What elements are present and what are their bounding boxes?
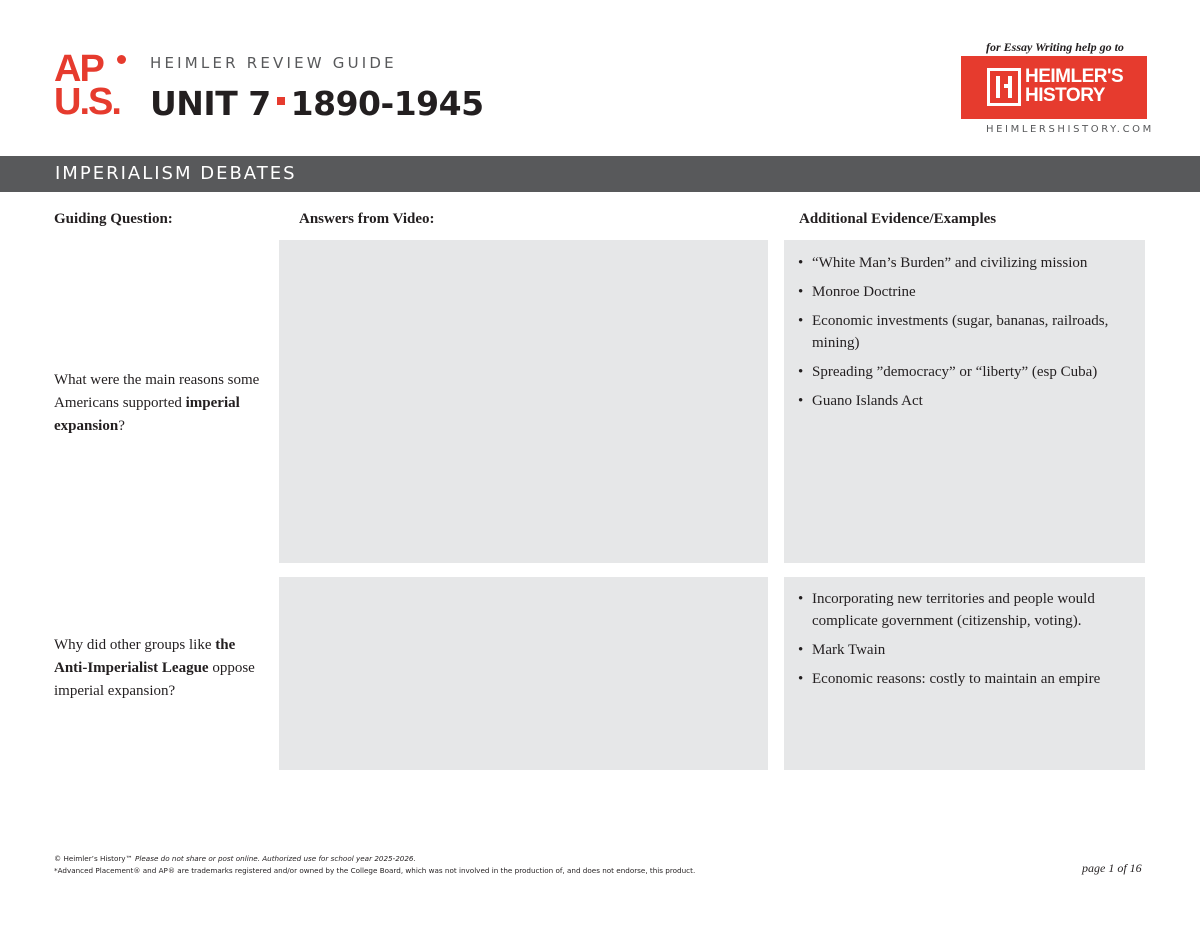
unit-separator-icon xyxy=(277,97,285,105)
evidence-heading: Additional Evidence/Examples xyxy=(799,211,997,227)
guiding-question xyxy=(54,634,269,703)
evidence-list xyxy=(798,588,1133,697)
answer-box[interactable] xyxy=(279,240,768,563)
evidence-box xyxy=(784,240,1145,563)
answer-box[interactable] xyxy=(279,577,768,770)
brand-line1: HEIMLER'S xyxy=(1025,66,1124,87)
list-item: • Monroe Doctrine xyxy=(798,281,1128,303)
unit-years: 1890-1945 xyxy=(290,84,484,123)
question-text-end: ? xyxy=(118,418,125,434)
list-item: • “White Man’s Burden” and civilizing mission xyxy=(798,252,1128,274)
logo-dot-icon xyxy=(117,55,126,64)
question-emphasis: imperial expansion xyxy=(54,395,240,434)
brand-line2: HISTORY xyxy=(1025,85,1105,106)
ap-us-logo xyxy=(54,48,126,123)
list-item: • Economic investments (sugar, bananas, railroads, mining) xyxy=(798,310,1128,354)
footer-trademark: *Advanced Placement® and AP® are trademarks registered and/or owned by the College Board, which was not involved in the production of, and does not endorse, this product. xyxy=(54,866,696,875)
unit-title xyxy=(150,84,484,124)
list-item: • Mark Twain xyxy=(798,639,1133,661)
list-item: • Guano Islands Act xyxy=(798,390,1128,412)
question-emphasis: the Anti-Imperialist League xyxy=(54,637,236,676)
logo-us-text: U.S. xyxy=(54,81,120,123)
evidence-list xyxy=(798,252,1128,419)
list-item: • Spreading ”democracy” or “liberty” (esp Cuba) xyxy=(798,361,1128,383)
brand-url-link[interactable]: HEIMLERSHISTORY.COM xyxy=(986,124,1154,135)
guiding-question-heading: Guiding Question: xyxy=(54,211,173,227)
heimlers-history-logo[interactable] xyxy=(961,56,1147,119)
question-text: Why did other groups like xyxy=(54,637,216,653)
guiding-question xyxy=(54,369,269,438)
footer-copyright: © Heimler’s History™ xyxy=(54,854,133,863)
brand-h-icon xyxy=(987,68,1021,106)
section-bar xyxy=(0,156,1200,192)
list-item: • Economic reasons: costly to maintain an empire xyxy=(798,668,1133,690)
answers-heading: Answers from Video: xyxy=(299,211,435,227)
logo-ap-text: AP xyxy=(54,48,103,90)
unit-label: UNIT 7 xyxy=(150,84,271,123)
section-title: IMPERIALISM DEBATES xyxy=(55,163,297,184)
page-number: page 1 of 16 xyxy=(1082,861,1142,875)
evidence-box xyxy=(784,577,1145,770)
guide-label: HEIMLER REVIEW GUIDE xyxy=(150,54,397,72)
footer-legal xyxy=(54,853,695,877)
footer-notice: Please do not share or post online. Authorized use for school year 2025-2026. xyxy=(135,854,416,863)
question-text-end: oppose imperial expansion? xyxy=(54,660,255,699)
brand-name xyxy=(1025,67,1123,105)
essay-note: for Essay Writing help go to xyxy=(986,40,1124,54)
question-text: What were the main reasons some Americans supported xyxy=(54,372,260,411)
list-item: • Incorporating new territories and people would complicate government (citizenship, voting). xyxy=(798,588,1133,632)
